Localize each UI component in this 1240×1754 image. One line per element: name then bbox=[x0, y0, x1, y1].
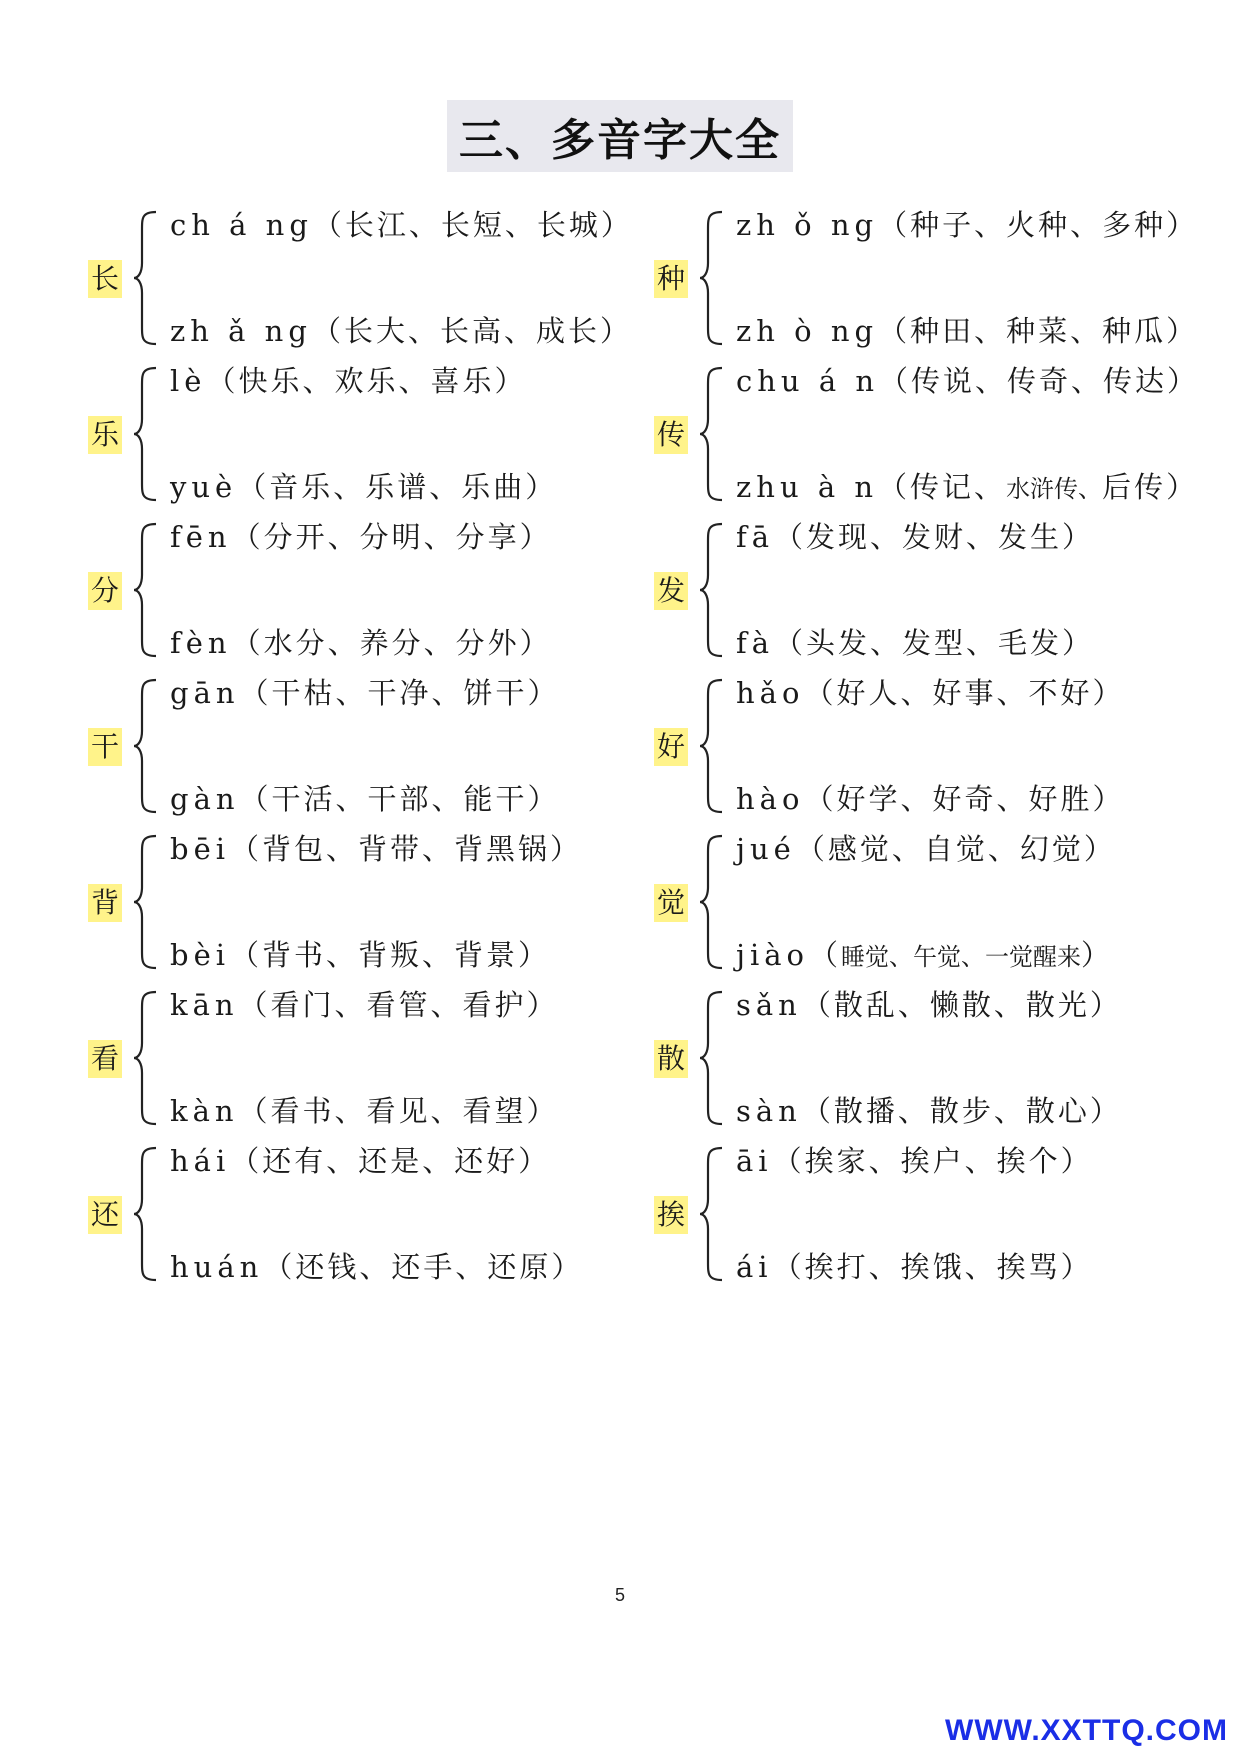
polyphone-entry bbox=[88, 361, 608, 511]
pinyin: fà bbox=[736, 626, 775, 660]
example-words: （好学、好奇、好胜） bbox=[804, 782, 1125, 816]
reading-line bbox=[170, 987, 559, 1023]
example-words: （还有、还是、还好） bbox=[230, 1144, 551, 1178]
polyphone-character: 干 bbox=[88, 728, 122, 766]
example-words: （挨家、挨户、挨个） bbox=[772, 1144, 1093, 1178]
reading-line bbox=[170, 519, 552, 555]
example-words: （干活、干部、能干） bbox=[239, 782, 560, 816]
example-words: （挨打、挨饿、挨骂） bbox=[772, 1250, 1093, 1284]
polyphone-entry bbox=[88, 829, 608, 979]
pinyin: fèn bbox=[170, 626, 232, 660]
reading-line bbox=[170, 781, 560, 817]
reading-line bbox=[736, 1249, 1093, 1285]
pinyin: hǎo bbox=[736, 676, 805, 710]
polyphone-entry bbox=[88, 985, 608, 1135]
curly-brace bbox=[698, 520, 726, 660]
polyphone-entry bbox=[88, 673, 608, 823]
reading-line bbox=[170, 1143, 550, 1179]
pinyin: bēi bbox=[170, 832, 231, 866]
pinyin: chu á n bbox=[736, 364, 879, 398]
pinyin: fēn bbox=[170, 520, 232, 554]
example-words: （传说、传奇、传达） bbox=[879, 364, 1200, 398]
reading-line bbox=[736, 207, 1198, 243]
polyphone-entry bbox=[654, 361, 1200, 511]
pinyin: zh ǎ ng bbox=[170, 314, 312, 348]
example-words: （散播、散步、散心） bbox=[801, 1094, 1122, 1128]
polyphone-entry bbox=[654, 985, 1174, 1135]
reading-line bbox=[170, 675, 560, 711]
reading-line bbox=[736, 781, 1124, 817]
example-words: （音乐、乐谱、乐曲） bbox=[237, 470, 558, 504]
reading-line bbox=[736, 675, 1124, 711]
example-words: （发现、发财、发生） bbox=[774, 520, 1095, 554]
pinyin: yuè bbox=[170, 470, 238, 504]
polyphone-character: 背 bbox=[88, 884, 122, 922]
polyphone-character: 还 bbox=[88, 1196, 122, 1234]
example-words: （长大、长高、成长） bbox=[311, 314, 632, 348]
pinyin: sǎn bbox=[736, 988, 802, 1022]
polyphone-character: 看 bbox=[88, 1040, 122, 1078]
pinyin: zh ǒ ng bbox=[736, 208, 879, 242]
pinyin: jiào bbox=[736, 938, 810, 972]
pinyin: kàn bbox=[170, 1094, 239, 1128]
example-words: （分开、分明、分享） bbox=[231, 520, 552, 554]
curly-brace bbox=[132, 832, 160, 972]
example-words: （水分、养分、分外） bbox=[231, 626, 552, 660]
pinyin: ch á ng bbox=[170, 208, 313, 242]
polyphone-entry bbox=[88, 517, 608, 667]
reading-line bbox=[736, 987, 1122, 1023]
page-title: 三、多音字大全 bbox=[447, 100, 793, 172]
curly-brace bbox=[132, 208, 160, 348]
example-words: （种子、火种、多种） bbox=[878, 208, 1199, 242]
example-words: （看书、看见、看望） bbox=[238, 1094, 559, 1128]
polyphone-entry bbox=[654, 205, 1199, 355]
pinyin: hái bbox=[170, 1144, 231, 1178]
reading-line bbox=[170, 363, 526, 399]
example-words: （快乐、欢乐、喜乐） bbox=[206, 364, 527, 398]
example-words: （散乱、懒散、散光） bbox=[801, 988, 1122, 1022]
pinyin: zh ò ng bbox=[736, 314, 879, 348]
example-words: （好人、好事、不好） bbox=[804, 676, 1125, 710]
pinyin: zhu à n bbox=[736, 470, 879, 504]
polyphone-entry bbox=[654, 673, 1174, 823]
example-words: （ bbox=[809, 938, 842, 972]
pinyin: sàn bbox=[736, 1094, 802, 1128]
reading-line bbox=[170, 313, 632, 349]
pinyin: ái bbox=[736, 1250, 773, 1284]
example-words: （长江、长短、长城） bbox=[312, 208, 633, 242]
reading-line bbox=[736, 937, 1113, 975]
polyphone-character: 传 bbox=[654, 416, 688, 454]
polyphone-character: 发 bbox=[654, 572, 688, 610]
polyphone-entry bbox=[88, 205, 633, 355]
polyphone-entry bbox=[654, 517, 1174, 667]
reading-line bbox=[736, 831, 1116, 867]
polyphone-character: 挨 bbox=[654, 1196, 688, 1234]
reading-line bbox=[736, 313, 1198, 349]
example-words: （头发、发型、毛发） bbox=[774, 626, 1095, 660]
reading-line bbox=[736, 469, 1198, 507]
polyphone-character: 分 bbox=[88, 572, 122, 610]
example-words: （感觉、自觉、幻觉） bbox=[795, 832, 1116, 866]
curly-brace bbox=[132, 364, 160, 504]
example-words-tail: ） bbox=[1081, 938, 1114, 972]
reading-line bbox=[736, 1143, 1093, 1179]
pinyin: lè bbox=[170, 364, 207, 398]
curly-brace bbox=[698, 1144, 726, 1284]
reading-line bbox=[170, 937, 550, 973]
curly-brace bbox=[132, 1144, 160, 1284]
polyphone-character: 长 bbox=[88, 260, 122, 298]
polyphone-character: 觉 bbox=[654, 884, 688, 922]
curly-brace bbox=[698, 676, 726, 816]
example-words: （传记、 bbox=[878, 470, 1007, 504]
polyphone-character: 好 bbox=[654, 728, 688, 766]
curly-brace bbox=[132, 988, 160, 1128]
polyphone-entry bbox=[88, 1141, 608, 1291]
polyphone-character: 乐 bbox=[88, 416, 122, 454]
pinyin: fā bbox=[736, 520, 775, 554]
example-words-small: 水浒传、 bbox=[1006, 475, 1103, 503]
curly-brace bbox=[698, 988, 726, 1128]
example-words: （种田、种菜、种瓜） bbox=[878, 314, 1199, 348]
example-words: （干枯、干净、饼干） bbox=[239, 676, 560, 710]
example-words-small: 睡觉、午觉、一觉醒来 bbox=[841, 943, 1082, 971]
curly-brace bbox=[132, 520, 160, 660]
polyphone-character: 种 bbox=[654, 260, 688, 298]
pinyin: gàn bbox=[170, 782, 240, 816]
pinyin: kān bbox=[170, 988, 239, 1022]
reading-line bbox=[736, 625, 1094, 661]
example-words: （看门、看管、看护） bbox=[238, 988, 559, 1022]
example-words: （还钱、还手、还原） bbox=[263, 1250, 584, 1284]
reading-line bbox=[736, 519, 1094, 555]
polyphone-entry bbox=[654, 1141, 1174, 1291]
reading-line bbox=[170, 831, 582, 867]
curly-brace bbox=[698, 364, 726, 504]
watermark[interactable]: WWW.XXTTQ.COM bbox=[945, 1714, 1228, 1747]
reading-line bbox=[736, 363, 1199, 399]
pinyin: bèi bbox=[170, 938, 231, 972]
reading-line bbox=[736, 1093, 1122, 1129]
pinyin: hào bbox=[736, 782, 805, 816]
pinyin: āi bbox=[736, 1144, 773, 1178]
pinyin: huán bbox=[170, 1250, 264, 1284]
title-wrap bbox=[0, 100, 1240, 172]
reading-line bbox=[170, 207, 633, 243]
example-words: （背书、背叛、背景） bbox=[230, 938, 551, 972]
reading-line bbox=[170, 1249, 583, 1285]
example-words: （背包、背带、背黑锅） bbox=[230, 832, 583, 866]
reading-line bbox=[170, 469, 557, 505]
curly-brace bbox=[698, 208, 726, 348]
example-words-tail: 后传） bbox=[1102, 470, 1199, 504]
polyphone-entry bbox=[654, 829, 1174, 979]
curly-brace bbox=[698, 832, 726, 972]
reading-line bbox=[170, 1093, 559, 1129]
page-number: 5 bbox=[614, 1585, 625, 1605]
polyphone-character: 散 bbox=[654, 1040, 688, 1078]
reading-line bbox=[170, 625, 552, 661]
pinyin: gān bbox=[170, 676, 240, 710]
curly-brace bbox=[132, 676, 160, 816]
pinyin: jué bbox=[736, 832, 796, 866]
